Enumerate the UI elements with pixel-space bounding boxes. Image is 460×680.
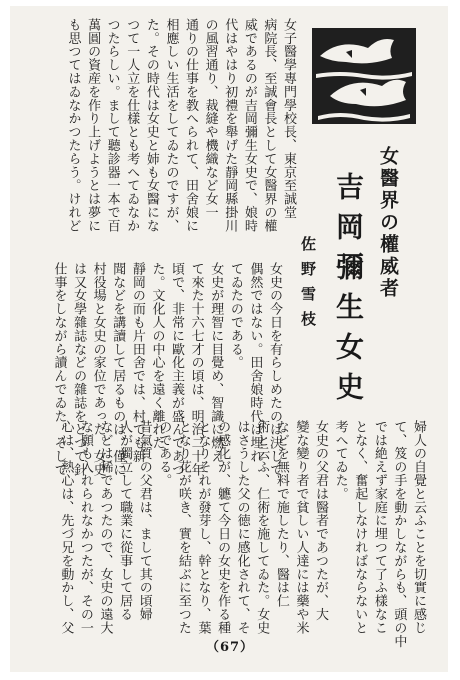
fish-woodcut-illustration: [310, 26, 418, 126]
page-number: （67）: [205, 640, 255, 655]
article-subtitle: 女醫界の權威者: [377, 146, 399, 300]
body-text-middle: 女史の今日を有らしめたのは決して 偶然ではない。田舍娘時代は埋れ てゐたのである。 女史が理智に目覺め、智識に燃え て來た十六七才の頃は、明治二十年 頃で、非常に歐化主義が盛んであつ た。文化人の中心を遠く離れた 靜岡の而も片田舍では、村でも新 聞などを講讀して居るものは、僅に 村役場と女史の家位であった。女史 は又女學雜誌などの雜誌をとつて針 仕事をしながら讀んでゐた。そして: [51, 262, 282, 477]
article-title: 吉岡彌生女史: [332, 172, 365, 412]
article-author: 佐野雪枝: [299, 236, 317, 336]
body-text-top: 女子醫學專門學校長、東京至誠堂 病院長、至誠會長として女醫界の權 威であるのが吉岡彌生女史で、娘時 代はやはり初禮を舉げた靜岡縣掛川 の風習通り、裁縫や機織など女一 通りの仕事を教へられて、田舍娘に 相應しい生活をしてゐたのですが、 た。その時代は女史と姉も女醫にな つて一人立を仕樣とも考へてゐなか つたらしい。まして聽診器一本で百 萬圓の資産を作り上げようとは夢に も思つてはゐなかつたらう。けれど: [65, 18, 296, 233]
body-text-bottom: 婦人の自覺と云ふことを切實に感じ て、笈の手を動かしながらも、頭の中 では絶えず家庭に埋つて了ふ樣なこ となく、奮起しなければならないと 考へてゐた。 女史の父君は醫者であつたが、大 變な變り者で貧しい人達には藥や米 などを無料で施したり、醫は仁 術と云ふ、仁術を施してゐた。女史 はさうした父の徳に感化されて、そ の感化が、軈て今日の女史を作る種 となりそれが發芽し、幹となり、葉 となり花が咲き、實を結ぶに至つた のである。 昔氣質の父君は、まして其の頃婦 人が獨立して職業に從事して居る などは稀であつたので、女史の遠大 な願も入れられなかつたが、その一 心は、熱心は、先づ兄を動かし、父: [58, 420, 426, 648]
